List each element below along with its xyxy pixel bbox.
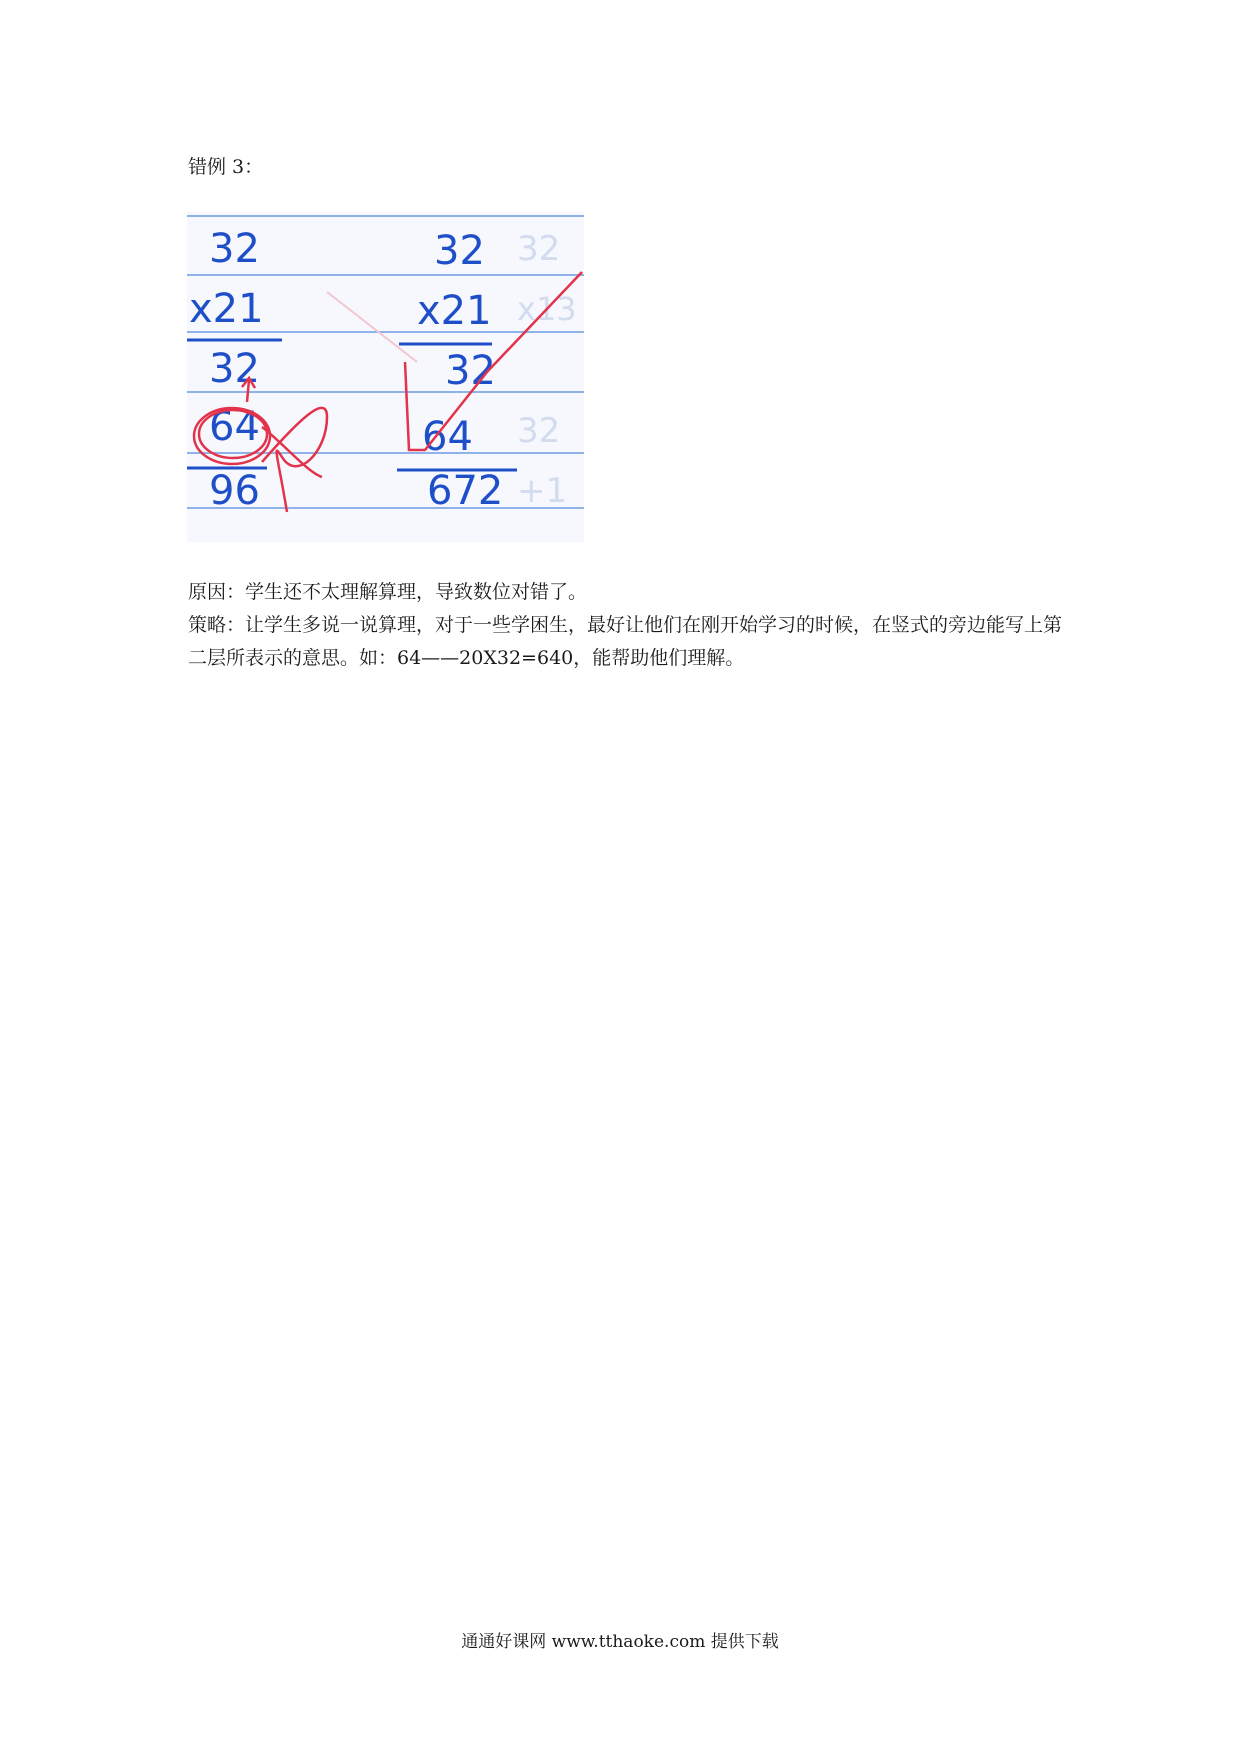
worksheet-drawing — [187, 212, 584, 542]
right-multiplicand: 32 — [434, 228, 485, 274]
svg-text:32: 32 — [517, 411, 561, 451]
footer-text: 通通好课网 www.tthaoke.com 提供下载 — [461, 1632, 779, 1652]
svg-text:x13: x13 — [517, 290, 577, 328]
svg-text:32: 32 — [517, 229, 561, 269]
worksheet-photo — [187, 212, 584, 542]
left-partial1: 32 — [209, 346, 260, 392]
strategy-text: 策略：让学生多说一说算理，对于一些学困生，最好让他们在刚开始学习的时候，在竖式的旁边能写上第二层所表示的意思。如：64——20X32=640，能帮助他们理解。 — [188, 614, 1063, 669]
right-partial1: 32 — [445, 348, 496, 394]
example-heading: 错例 3： — [188, 156, 264, 178]
right-partial2: 64 — [422, 414, 473, 460]
cross-mark — [262, 408, 327, 512]
left-multiplicand: 32 — [209, 226, 260, 272]
left-partial2: 64 — [209, 404, 260, 450]
left-multiplier: x21 — [189, 286, 264, 332]
svg-text:+1: +1 — [517, 471, 568, 511]
right-result: 672 — [427, 468, 504, 514]
reason-text: 原因：学生还不太理解算理，导致数位对错了。 — [188, 581, 588, 603]
left-result: 96 — [209, 468, 260, 514]
right-multiplier: x21 — [417, 288, 492, 334]
ghost-marks — [517, 229, 577, 511]
